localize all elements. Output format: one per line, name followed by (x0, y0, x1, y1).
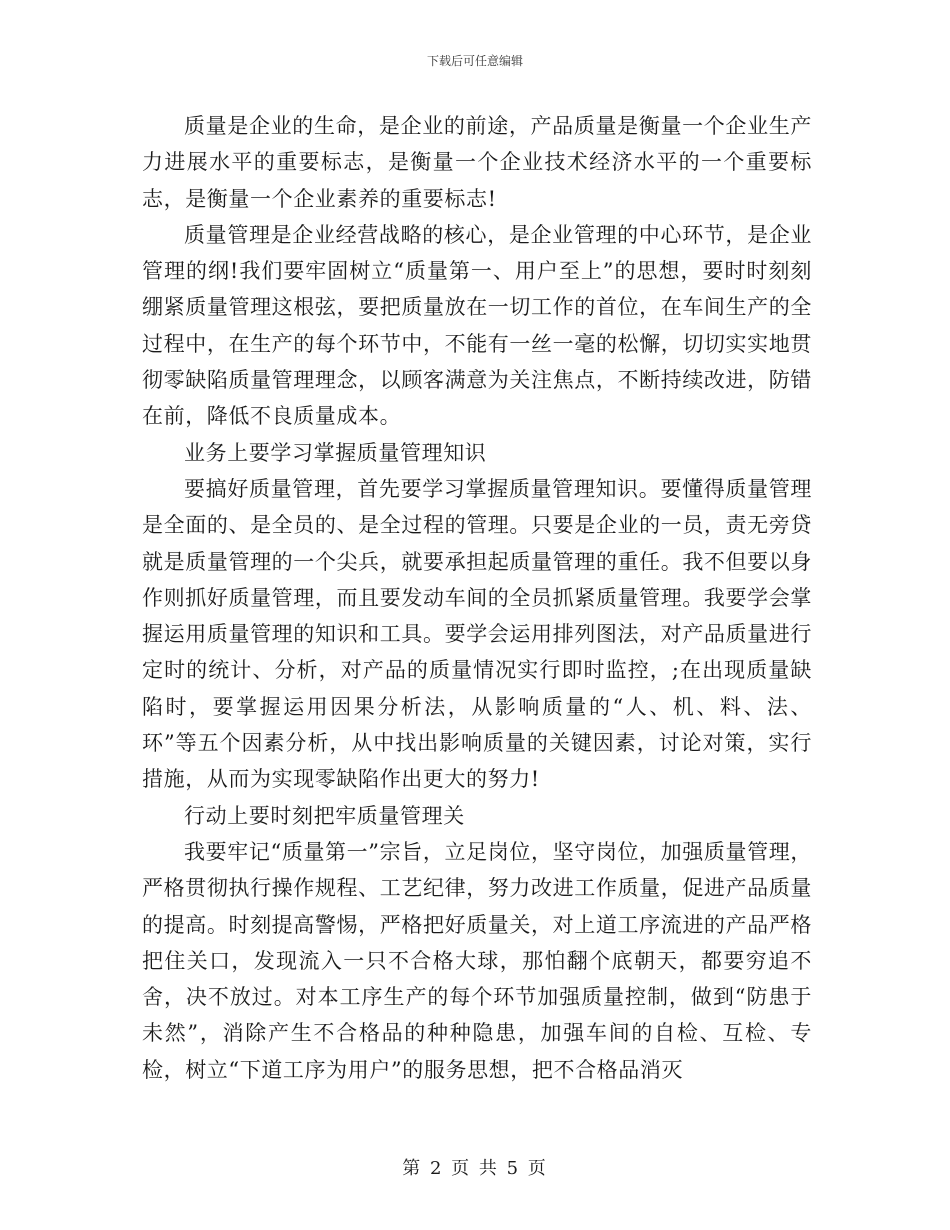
page-number: 第 2 页 共 5 页 (402, 1158, 548, 1179)
section-heading-learning: 业务上要学习掌握质量管理知识 (184, 440, 487, 465)
paragraph-action-control: 我要牢记“质量第一”宗旨，立足岗位，坚守岗位，加强质量管理，严格贯彻执行操作规程、工艺纪律，努力改进工作质量，促进产品质量的提高。时刻提高警惕，严格把好质量关，对上道工序流进的产品严格把住关口，发现流入一只不合格大球，那怕翻个底朝天，都要穷追不舍，决不放过。对本工序生产的每个环节加强质量控制，做到“防患于未然”，消除产生不合格品的种种隐患，加强车间的自检、互检、专检，树立“下道工序为用户”的服务思想，把不合格品消灭 (142, 839, 812, 1082)
document-body (142, 108, 812, 1088)
paragraph-quality-importance: 质量是企业的生命，是企业的前途，产品质量是衡量一个企业生产力进展水平的重要标志，是衡量一个企业技术经济水平的一个重要标志，是衡量一个企业素养的重要标志! (142, 114, 812, 211)
page-header: 下载后可任意编辑 (426, 54, 523, 68)
paragraph-quality-management-core: 质量管理是企业经营战略的核心，是企业管理的中心环节，是企业管理的纲!我们要牢固树立“质量第一、用户至上”的思想，要时时刻刻绷紧质量管理这根弦，要把质量放在一切工作的首位，在车间生产的全过程中，在生产的每个环节中，不能有一丝一毫的松懈，切切实实地贯彻零缺陷质量管理理念，以顾客满意为关注焦点，不断持续改进，防错在前，降低不良质量成本。 (142, 222, 812, 429)
paragraph-learning-knowledge: 要搞好质量管理，首先要学习掌握质量管理知识。要懂得质量管理是全面的、是全员的、是全过程的管理。只要是企业的一员，责无旁贷就是质量管理的一个尖兵，就要承担起质量管理的重任。我不但要以身作则抓好质量管理，而且要发动车间的全员抓紧质量管理。我要学会掌握运用质量管理的知识和工具。要学会运用排列图法，对产品质量进行定时的统计、分析，对产品的质量情况实行即时监控，;在出现质量缺陷时，要掌握运用因果分析法，从影响质量的“人、机、料、法、环”等五个因素分析，从中找出影响质量的关键因素，讨论对策，实行措施，从而为实现零缺陷作出更大的努力! (142, 476, 812, 792)
section-heading-action: 行动上要时刻把牢质量管理关 (184, 803, 465, 828)
